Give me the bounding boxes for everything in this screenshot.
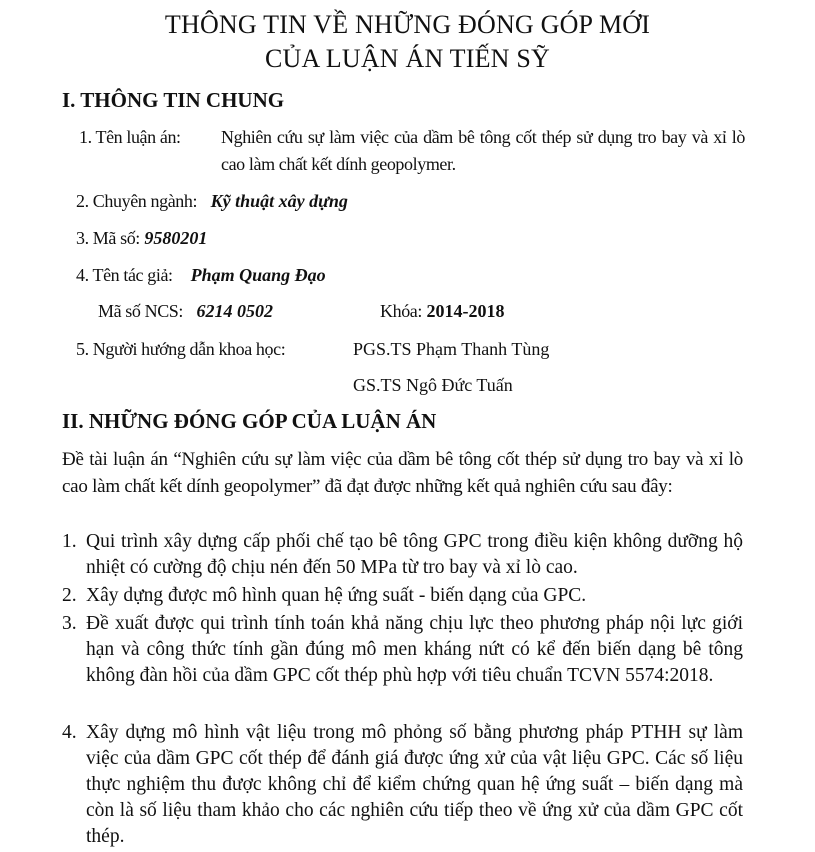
major-row xyxy=(76,188,348,214)
course-row xyxy=(380,298,505,324)
document-title-line-1: THÔNG TIN VỀ NHỮNG ĐÓNG GÓP MỚI xyxy=(164,10,651,39)
advisor-2: GS.TS Ngô Đức Tuấn xyxy=(353,375,513,395)
ncs-label: Mã số NCS: xyxy=(98,301,184,321)
list-item-number: 3. xyxy=(62,613,77,634)
list-item xyxy=(62,529,743,581)
code-label: 3. Mã số: xyxy=(76,228,140,248)
code-value: 9580201 xyxy=(144,228,208,248)
list-item xyxy=(62,611,743,689)
section-1-heading: I. THÔNG TIN CHUNG xyxy=(62,88,285,112)
list-item-number: 4. xyxy=(62,722,77,743)
list-item-text: Xây dựng được mô hình quan hệ ứng suất - biến dạng của GPC. xyxy=(86,585,587,606)
author-label: 4. Tên tác giả: xyxy=(76,265,173,285)
author-row xyxy=(76,262,326,288)
advisor-label: 5. Người hướng dẫn khoa học: xyxy=(76,339,286,359)
document-title-line-2: CỦA LUẬN ÁN TIẾN SỸ xyxy=(265,44,550,73)
intro-paragraph: Đề tài luận án “Nghiên cứu sự làm việc của dầm bê tông cốt thép sử dụng tro bay và xỉ lò cao làm chất kết dính geopolymer” đã đạt được những kết quả nghiên cứu sau đây: xyxy=(62,449,743,497)
major-label: 2. Chuyên ngành: xyxy=(76,191,198,211)
list-item-text: Xây dựng mô hình vật liệu trong mô phỏng số bằng phương pháp PTHH sự làm việc của dầm GPC cốt thép để đánh giá được ứng xử của vật liệu GPC. Các số liệu thực nghiệm thu được không chỉ để kiểm chứng quan hệ ứng suất – biến dạng mà còn là số liệu tham khảo cho các nghiên cứu tiếp theo về ứng xử của dầm GPC cốt thép. xyxy=(86,722,743,847)
list-item-number: 2. xyxy=(62,585,77,606)
thesis-title-label: 1. Tên luận án: xyxy=(79,127,181,147)
list-item xyxy=(62,720,743,850)
ncs-value: 6214 0502 xyxy=(196,301,274,321)
list-item-text: Qui trình xây dựng cấp phối chế tạo bê tông GPC trong điều kiện không dưỡng hộ nhiệt có cường độ chịu nén đến 50 MPa từ tro bay và xỉ lò cao. xyxy=(86,531,743,578)
ncs-row xyxy=(98,298,273,324)
list-item xyxy=(62,583,743,609)
course-value: 2014-2018 xyxy=(426,301,505,321)
section-2-heading: II. NHỮNG ĐÓNG GÓP CỦA LUẬN ÁN xyxy=(62,409,437,433)
list-item-text: Đề xuất được qui trình tính toán khả năng chịu lực theo phương pháp nội lực giới hạn và công thức tính gần đúng mô men kháng nứt có kể đến biến dạng bê tông không đàn hồi của dầm GPC cốt thép phù hợp với tiêu chuẩn TCVN 5574:2018. xyxy=(86,613,743,686)
code-row xyxy=(76,225,207,251)
thesis-title-value: Nghiên cứu sự làm việc của dầm bê tông cốt thép sử dụng tro bay và xỉ lò cao làm chất kết dính geopolymer. xyxy=(221,127,745,174)
advisor-1: PGS.TS Phạm Thanh Tùng xyxy=(353,339,550,359)
course-label: Khóa: xyxy=(380,301,422,321)
major-value: Kỹ thuật xây dựng xyxy=(210,191,348,211)
list-item-number: 1. xyxy=(62,531,77,552)
author-value: Phạm Quang Đạo xyxy=(190,265,326,285)
